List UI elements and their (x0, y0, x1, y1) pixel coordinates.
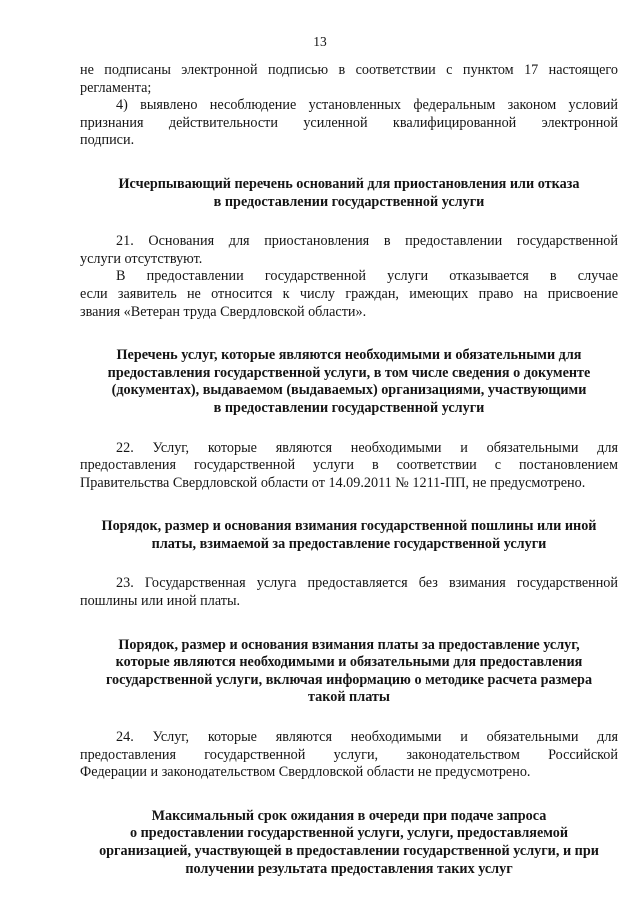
paragraph-23 (80, 575, 618, 610)
heading-line: Порядок, размер и основания взимания платы за предоставление услуг, (118, 636, 580, 653)
heading-line: организацией, участвующей в предоставлении государственной услуги, и при (99, 843, 599, 859)
paragraph-22 (80, 440, 618, 493)
paragraph-line: 24. Услуг, которые являются необходимыми и обязательными для (116, 729, 618, 746)
paragraph-line: 21. Основания для приостановления в предоставлении государственной (116, 233, 618, 250)
paragraph-continuation (80, 62, 618, 97)
paragraph-line: подписи. (80, 132, 135, 149)
paragraph-line: если заявитель не относится к числу граждан, имеющих право на присвоение (80, 285, 618, 302)
heading-line: в предоставлении государственной услуги (213, 399, 485, 416)
paragraph-line: предоставления государственной услуги в соответствии с постановлением (80, 457, 618, 474)
heading-line: о предоставлении государственной услуги, услуги, предоставляемой (129, 825, 569, 842)
paragraph-item-4 (80, 97, 618, 150)
paragraph-line: В предоставлении государственной услуги отказывается в случае (116, 268, 618, 285)
paragraph-line: 4) выявлено несоблюдение установленных федеральным законом условий (116, 97, 618, 114)
section-heading-fee-calculation (80, 637, 618, 707)
heading-line: получении результата предоставления таких услуг (185, 860, 513, 877)
heading-line: Максимальный срок ожидания в очереди при подаче запроса (151, 807, 547, 824)
paragraph-21 (80, 233, 618, 268)
heading-line: Порядок, размер и основания взимания государственной пошлины или иной (101, 518, 597, 535)
paragraph-line: Федерации и законодательством Свердловской области не предусмотрено. (80, 764, 531, 781)
heading-line: такой платы (308, 689, 390, 706)
paragraph-line: не подписаны электронной подписью в соответствии с пунктом 17 настоящего (80, 62, 618, 78)
paragraph-line: предоставления государственной услуги, законодательством Российской (80, 746, 618, 763)
paragraph-24 (80, 729, 618, 782)
heading-line: Исчерпывающий перечень оснований для приостановления или отказа (118, 175, 580, 192)
paragraph-line: услуги отсутствуют. (80, 250, 203, 267)
paragraph-line: признания действительности усиленной квалифицированной электронной (80, 114, 618, 131)
heading-line: (документах), выдаваемом (выдаваемых) организациями, участвующими (111, 382, 587, 399)
heading-line: государственной услуги, включая информацию о методике расчета размера (105, 671, 593, 688)
heading-line: в предоставлении государственной услуги (213, 193, 485, 210)
heading-line: платы, взимаемой за предоставление государственной услуги (151, 535, 547, 552)
section-heading-grounds-refusal (80, 176, 618, 211)
heading-line: которые являются необходимыми и обязательными для предоставления (115, 654, 583, 671)
paragraph-line: Правительства Свердловской области от 14.09.2011 № 1211-ПП, не предусмотрено. (80, 474, 586, 491)
heading-line: Перечень услуг, которые являются необходимыми и обязательными для (116, 347, 582, 364)
paragraph-line: 23. Государственная услуга предоставляется без взимания государственной (116, 575, 618, 592)
paragraph-line: звания «Ветеран труда Свердловской области». (80, 303, 367, 320)
paragraph-line: 22. Услуг, которые являются необходимыми и обязательными для (116, 439, 618, 456)
page-number: 13 (313, 34, 327, 49)
section-heading-state-fee (80, 518, 618, 553)
section-heading-required-services (80, 347, 618, 417)
heading-line: предоставления государственной услуги, в том числе сведения о документе (107, 364, 591, 381)
section-heading-queue-waiting (80, 808, 618, 878)
paragraph-line: пошлины или иной платы. (80, 593, 241, 610)
paragraph-line: регламента; (80, 79, 152, 96)
paragraph-refusal (80, 268, 618, 321)
document-body (80, 62, 618, 878)
